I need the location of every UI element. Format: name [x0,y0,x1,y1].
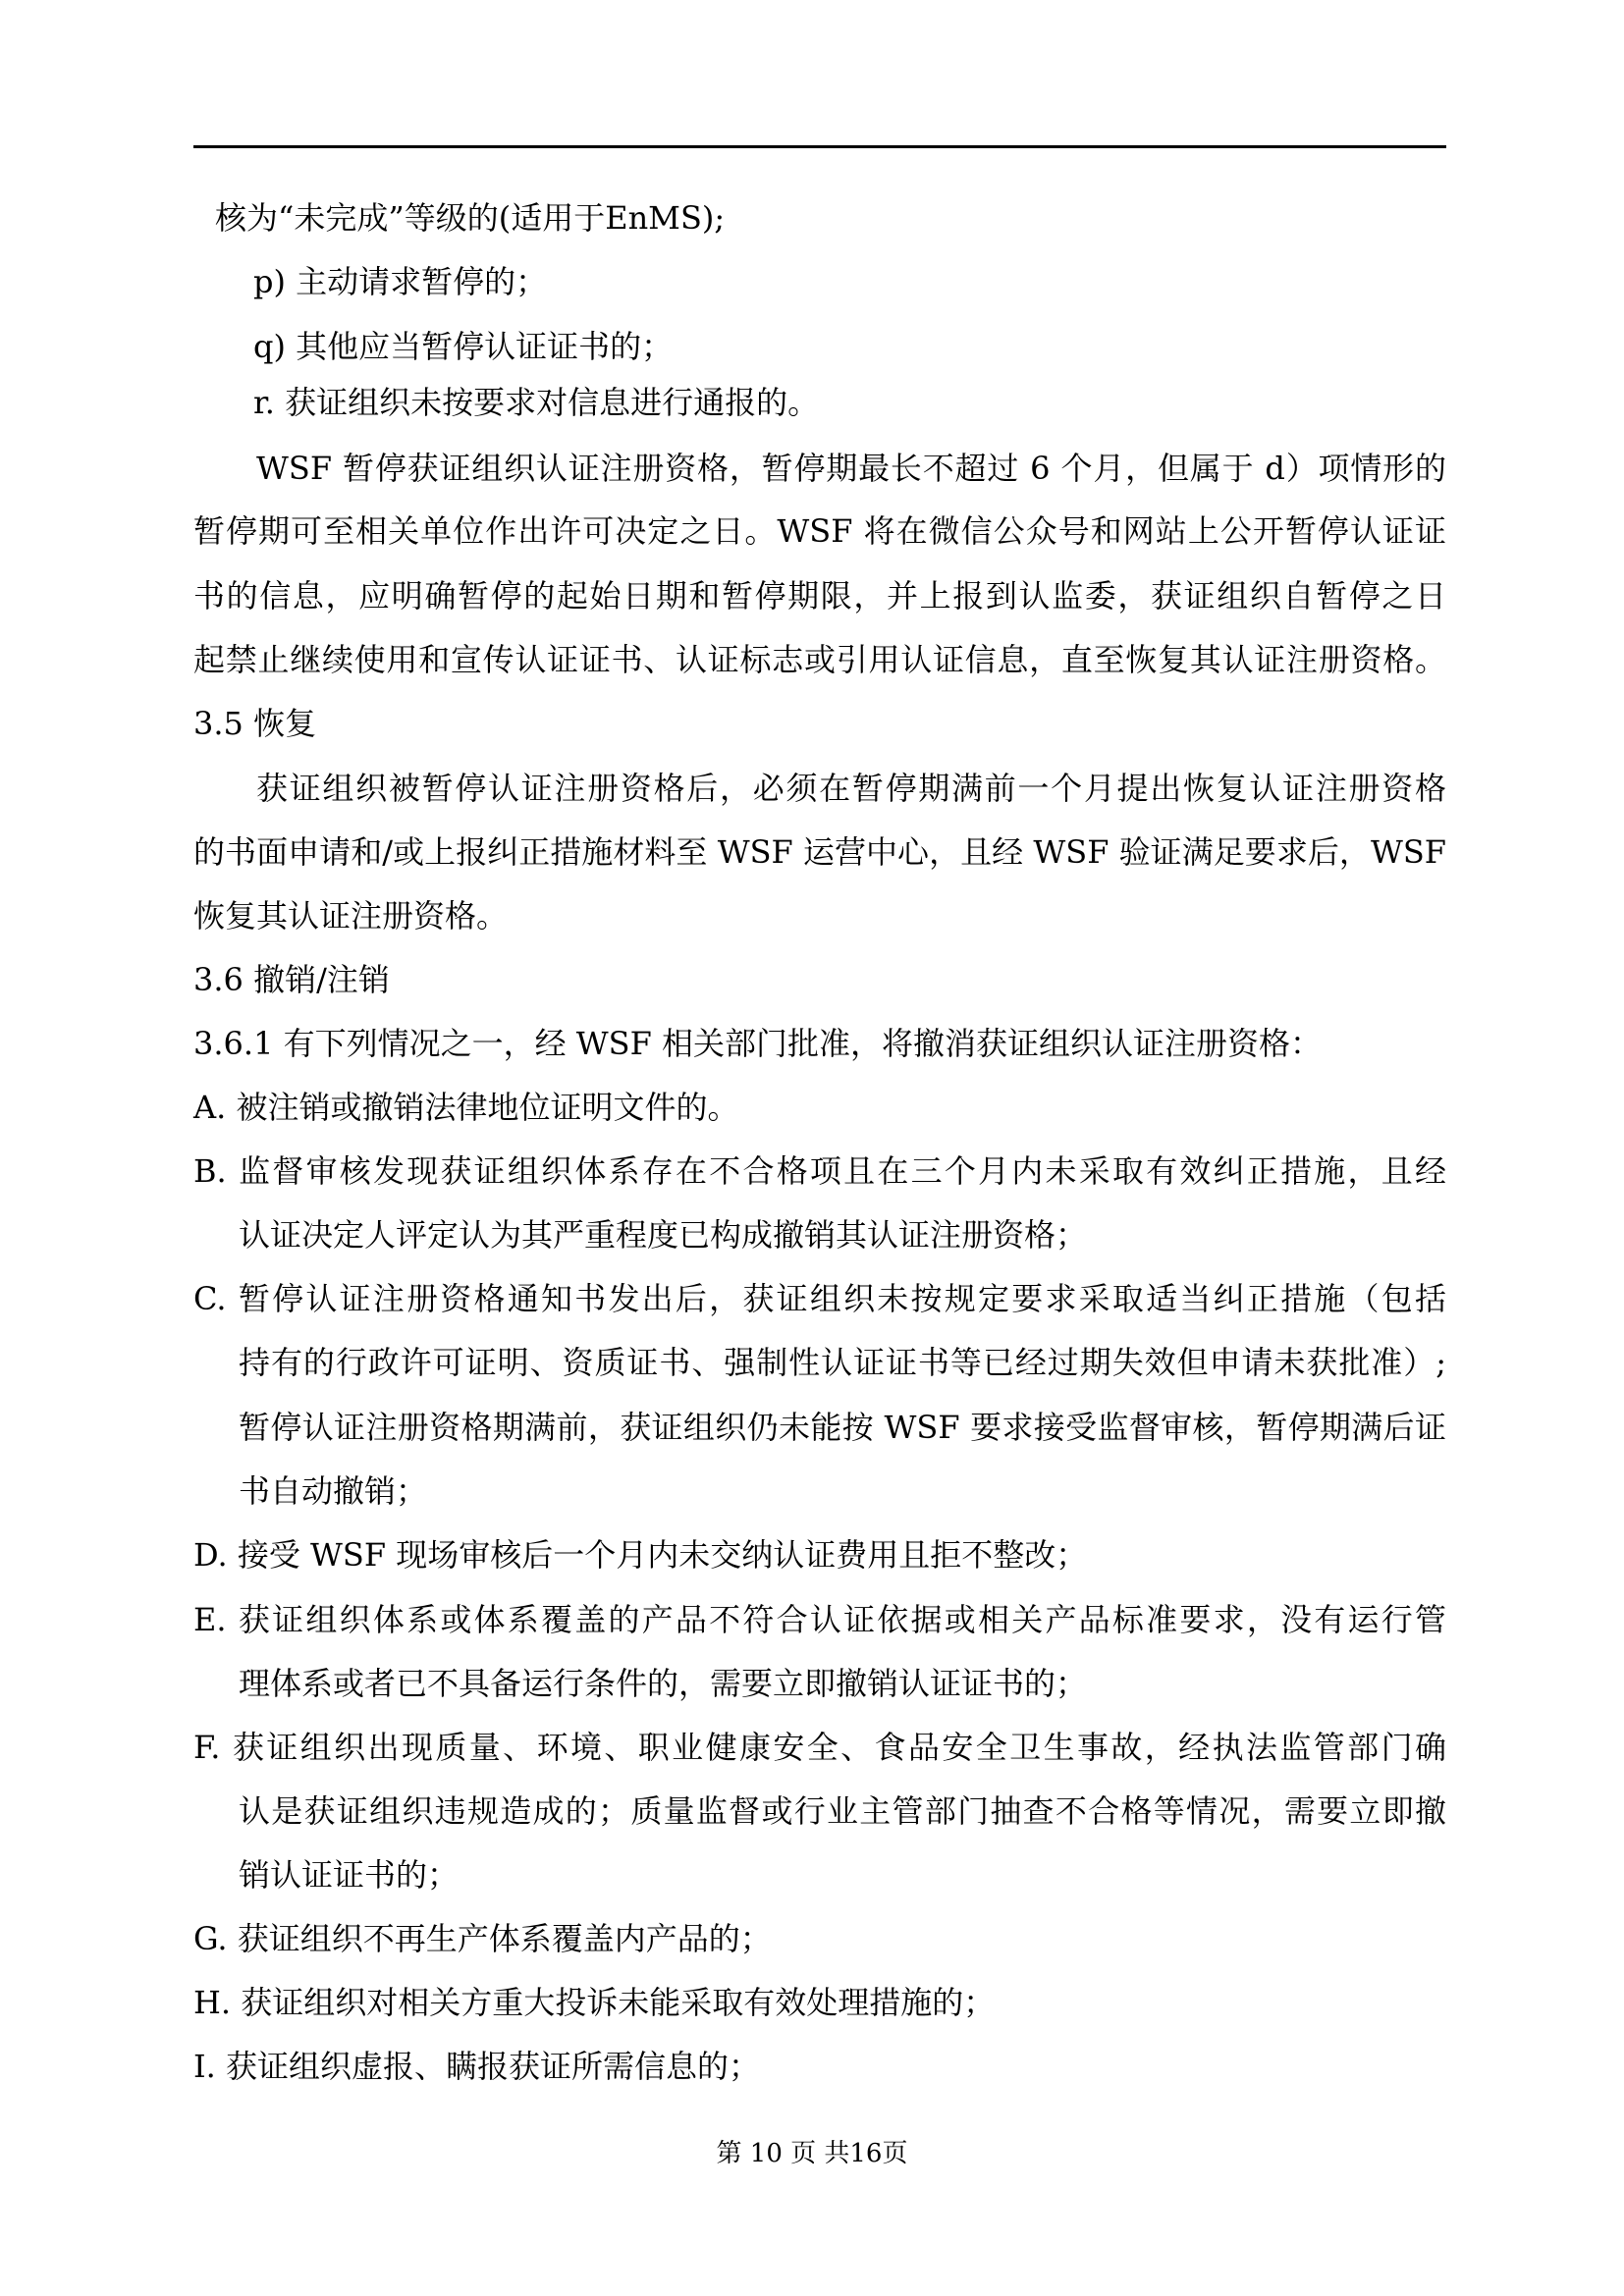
list-item-h: H. 获证组织对相关方重大投诉未能采取有效处理措施的； [193,1984,996,2021]
paragraph-line: 起禁止继续使用和宣传认证证书、认证标志或引用认证信息，直至恢复其认证注册资格。 [193,641,1446,678]
paragraph-line: 暂停期可至相关单位作出许可决定之日。WSF 将在微信公众号和网站上公开暂停认证证 [193,512,1446,550]
list-item-f-cont: 认是获证组织违规造成的；质量监督或行业主管部门抽查不合格等情况，需要立即撤 [239,1792,1446,1830]
list-item-d: D. 接受 WSF 现场审核后一个月内未交纳认证费用且拒不整改； [193,1536,1088,1574]
page-number-footer: 第 10 页 共16页 [716,2139,908,2168]
list-item-f: F. 获证组织出现质量、环境、职业健康安全、食品安全卫生事故，经执法监管部门确 [193,1729,1446,1766]
list-item-b-cont: 认证决定人评定认为其严重程度已构成撤销其认证注册资格； [239,1216,1088,1254]
list-item-e-cont: 理体系或者已不具备运行条件的，需要立即撤销认证证书的； [239,1665,1088,1702]
section-heading-3-6: 3.6 撤销/注销 [193,961,390,998]
header-rule [193,145,1446,148]
paragraph-line: WSF 暂停获证组织认证注册资格，暂停期最长不超过 6 个月，但属于 d）项情形的 [256,450,1446,487]
list-item-e: E. 获证组织体系或体系覆盖的产品不符合认证依据或相关产品标准要求，没有运行管 [193,1601,1446,1638]
list-item-i: I. 获证组织虚报、瞒报获证所需信息的； [193,2048,760,2085]
paragraph-line: 的书面申请和/或上报纠正措施材料至 WSF 运营中心，且经 WSF 验证满足要求后，WSF [193,833,1446,871]
list-item-c-cont: 书自动撤销； [239,1472,428,1510]
paragraph-line: 恢复其认证注册资格。 [193,897,509,934]
list-item-r: r. 获证组织未按要求对信息进行通报的。 [253,384,820,421]
list-item-c: C. 暂停认证注册资格通知书发出后，获证组织未按规定要求采取适当纠正措施（包括 [193,1280,1446,1317]
text-line: 核为“未完成”等级的(适用于EnMS); [215,199,726,237]
clause-3-6-1: 3.6.1 有下列情况之一，经 WSF 相关部门批准，将撤消获证组织认证注册资格： [193,1025,1322,1062]
list-item-c-cont: 暂停认证注册资格期满前，获证组织仍未能按 WSF 要求接受监督审核，暂停期满后证 [239,1409,1446,1446]
list-item-p: p) 主动请求暂停的； [253,263,548,300]
list-item-b: B. 监督审核发现获证组织体系存在不合格项且在三个月内未采取有效纠正措施，且经 [193,1152,1446,1190]
list-item-g: G. 获证组织不再生产体系覆盖内产品的； [193,1920,772,1957]
paragraph-line: 获证组织被暂停认证注册资格后，必须在暂停期满前一个月提出恢复认证注册资格 [256,770,1446,807]
list-item-q: q) 其他应当暂停认证证书的； [253,328,674,365]
section-heading-3-5: 3.5 恢复 [193,705,317,742]
list-item-c-cont: 持有的行政许可证明、资质证书、强制性认证证书等已经过期失效但申请未获批准）; [239,1344,1446,1381]
paragraph-line: 书的信息，应明确暂停的起始日期和暂停期限，并上报到认监委，获证组织自暂停之日 [193,577,1446,614]
list-item-f-cont: 销认证证书的； [239,1856,460,1894]
list-item-a: A. 被注销或撤销法律地位证明文件的。 [193,1089,739,1126]
